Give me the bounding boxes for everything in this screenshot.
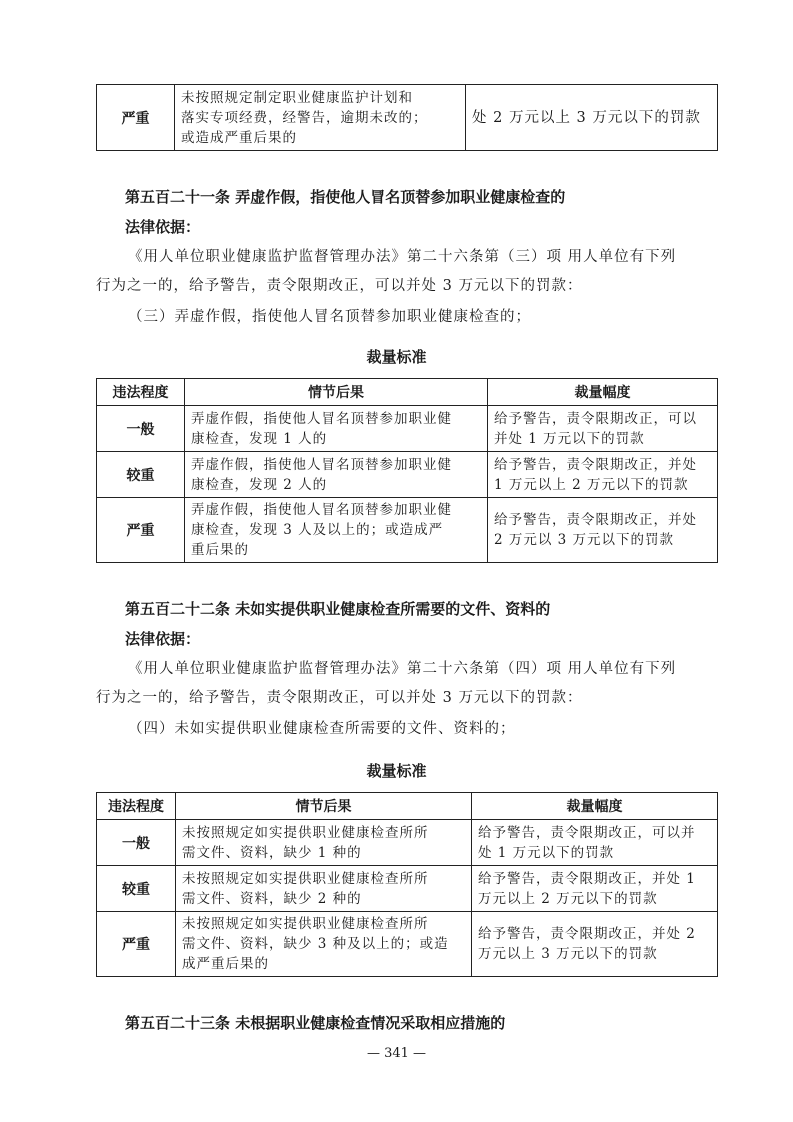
header-circumstance: 情节后果 (176, 793, 472, 820)
penalty-cell: 给予警告，责令限期改正，并处 1 万元以上 2 万元以下的罚款 (488, 452, 718, 498)
table-row (97, 452, 718, 498)
penalty-cell: 给予警告，责令限期改正，可以并 处 1 万元以下的罚款 (472, 820, 718, 866)
header-level: 违法程度 (97, 379, 185, 406)
article-521-basis-line-2: 行为之一的，给予警告，责令限期改正，可以并处 3 万元以下的罚款： (96, 278, 583, 294)
header-circumstance: 情节后果 (185, 379, 488, 406)
table-row (97, 498, 718, 563)
violation-level: 较重 (97, 866, 176, 912)
table-row (97, 820, 718, 866)
violation-level: 较重 (97, 452, 185, 498)
violation-level: 严重 (97, 912, 176, 977)
violation-level: 一般 (97, 820, 176, 866)
table-header-row (97, 379, 718, 406)
page-number: — 341 — (366, 1046, 427, 1061)
header-penalty: 裁量幅度 (488, 379, 718, 406)
violation-level: 严重 (97, 498, 185, 563)
circumstance-cell: 未按照规定制定职业健康监护计划和 落实专项经费，经警告，逾期未改的； 或造成严重后果的 (175, 85, 466, 151)
article-522-standard-table (96, 792, 718, 977)
table-row (97, 406, 718, 452)
violation-level: 一般 (97, 406, 185, 452)
article-521-item-3: （三）弄虚作假，指使他人冒名顶替参加职业健康检查的； (128, 309, 531, 325)
article-521-basis-line-1: 《用人单位职业健康监护监督管理办法》第二十六条第（三）项 用人单位有下列 (128, 249, 677, 265)
article-522-basis-line-2: 行为之一的，给予警告，责令限期改正，可以并处 3 万元以下的罚款： (96, 690, 583, 706)
table-row (97, 912, 718, 977)
article-523-title: 第五百二十三条 未根据职业健康检查情况采取相应措施的 (125, 1014, 506, 1032)
circumstance-cell: 未按照规定如实提供职业健康检查所所 需文件、资料，缺少 1 种的 (176, 820, 472, 866)
penalty-cell: 给予警告，责令限期改正，并处 2 万元以 3 万元以下的罚款 (488, 498, 718, 563)
top-penalty-table (96, 84, 718, 151)
penalty-cell: 给予警告，责令限期改正，可以 并处 1 万元以下的罚款 (488, 406, 718, 452)
article-522-basis-label: 法律依据： (125, 630, 201, 648)
penalty-cell: 处 2 万元以上 3 万元以下的罚款 (466, 85, 718, 151)
violation-level: 严重 (97, 85, 175, 151)
penalty-cell: 给予警告，责令限期改正，并处 1 万元以上 2 万元以下的罚款 (472, 866, 718, 912)
article-521-standard-table (96, 378, 718, 563)
table-header-row (97, 793, 718, 820)
circumstance-cell: 弄虚作假，指使他人冒名顶替参加职业健 康检查，发现 3 人及以上的；或造成严 重后果的 (185, 498, 488, 563)
article-522-standard-title: 裁量标准 (366, 762, 427, 780)
circumstance-cell: 弄虚作假，指使他人冒名顶替参加职业健 康检查，发现 2 人的 (185, 452, 488, 498)
circumstance-cell: 未按照规定如实提供职业健康检查所所 需文件、资料，缺少 2 种的 (176, 866, 472, 912)
header-level: 违法程度 (97, 793, 176, 820)
article-521-title: 第五百二十一条 弄虚作假，指使他人冒名顶替参加职业健康检查的 (125, 188, 566, 206)
circumstance-cell: 未按照规定如实提供职业健康检查所所 需文件、资料，缺少 3 种及以上的；或造 成严重后果的 (176, 912, 472, 977)
penalty-cell: 给予警告，责令限期改正，并处 2 万元以上 3 万元以下的罚款 (472, 912, 718, 977)
article-521-basis-label: 法律依据： (125, 218, 201, 236)
article-522-title: 第五百二十二条 未如实提供职业健康检查所需要的文件、资料的 (125, 600, 551, 618)
article-522-basis-line-1: 《用人单位职业健康监护监督管理办法》第二十六条第（四）项 用人单位有下列 (128, 661, 677, 677)
article-522-item-4: （四）未如实提供职业健康检查所需要的文件、资料的； (128, 721, 516, 737)
table-row (97, 85, 718, 151)
table-row (97, 866, 718, 912)
header-penalty: 裁量幅度 (472, 793, 718, 820)
article-521-standard-title: 裁量标准 (366, 348, 427, 366)
circumstance-cell: 弄虚作假，指使他人冒名顶替参加职业健 康检查，发现 1 人的 (185, 406, 488, 452)
